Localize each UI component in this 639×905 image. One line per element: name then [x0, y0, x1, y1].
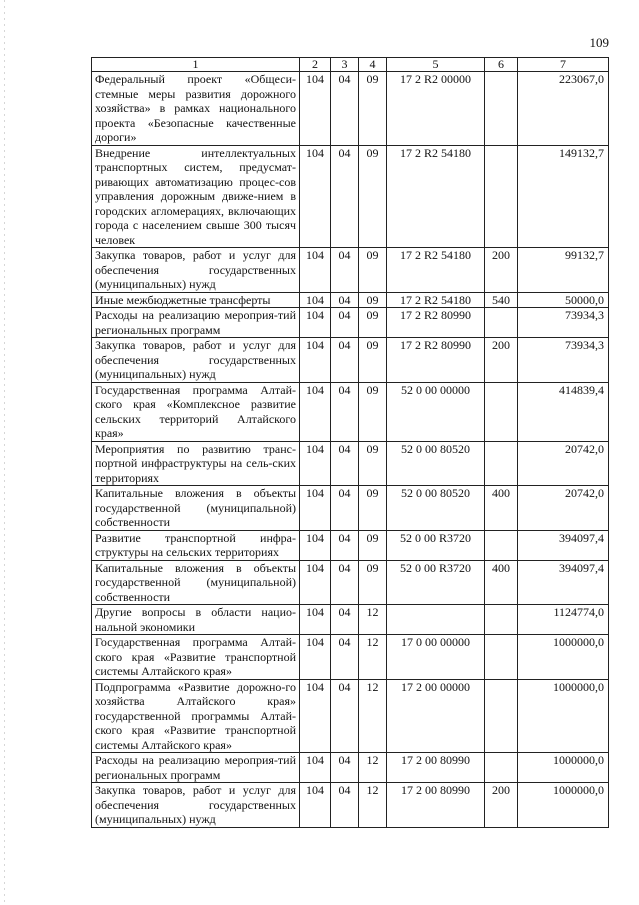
row-code-section: 04: [331, 753, 359, 783]
row-code-subsection: 09: [359, 292, 387, 308]
row-code-section: 04: [331, 382, 359, 441]
row-code-target: 17 2 R2 54180: [387, 145, 485, 248]
row-code-expense-type: [485, 72, 518, 146]
row-code-section: 04: [331, 635, 359, 680]
column-header-5: 5: [387, 58, 485, 72]
row-code-ministry: 104: [300, 382, 331, 441]
row-amount: 394097,4: [518, 530, 609, 560]
row-code-target: 17 2 00 80990: [387, 783, 485, 828]
row-amount: 73934,3: [518, 308, 609, 338]
row-amount: 99132,7: [518, 248, 609, 293]
row-code-subsection: 12: [359, 635, 387, 680]
table-row: [92, 783, 609, 828]
row-code-expense-type: 200: [485, 338, 518, 383]
row-code-ministry: 104: [300, 441, 331, 486]
row-description: Закупка товаров, работ и услуг для обеспечения государственных (муниципальных) нужд: [92, 248, 300, 293]
table-row: [92, 605, 609, 635]
row-code-subsection: 09: [359, 441, 387, 486]
row-code-expense-type: [485, 605, 518, 635]
row-description: Подпрограмма «Развитие дорожно-го хозяйства Алтайского края» государственной программы Алтай-ского края «Развитие транспортной системы Алтайского края»: [92, 679, 300, 753]
row-code-ministry: 104: [300, 530, 331, 560]
row-code-ministry: 104: [300, 292, 331, 308]
row-description: Государственная программа Алтай-ского края «Комплексное развитие сельских территорий Алтайского края»: [92, 382, 300, 441]
row-amount: 223067,0: [518, 72, 609, 146]
header-row: [92, 58, 609, 72]
table-row: [92, 560, 609, 605]
row-code-subsection: 09: [359, 382, 387, 441]
row-code-ministry: 104: [300, 679, 331, 753]
row-description: Расходы на реализацию мероприя-тий региональных программ: [92, 308, 300, 338]
column-header-2: 2: [300, 58, 331, 72]
row-code-ministry: 104: [300, 338, 331, 383]
row-code-subsection: 09: [359, 72, 387, 146]
row-amount: 20742,0: [518, 441, 609, 486]
row-description: Развитие транспортной инфра-структуры на сельских территориях: [92, 530, 300, 560]
row-description: Мероприятия по развитию транс-портной инфраструктуры на сель-ских территориях: [92, 441, 300, 486]
row-amount: 1124774,0: [518, 605, 609, 635]
row-code-target: [387, 605, 485, 635]
row-description: Государственная программа Алтай-ского края «Развитие транспортной системы Алтайского края»: [92, 635, 300, 680]
row-amount: 20742,0: [518, 486, 609, 531]
row-code-expense-type: [485, 679, 518, 753]
row-code-section: 04: [331, 72, 359, 146]
budget-table: [91, 57, 609, 828]
row-code-target: 17 2 00 80990: [387, 753, 485, 783]
row-code-subsection: 09: [359, 338, 387, 383]
row-code-expense-type: [485, 145, 518, 248]
row-code-target: 17 2 R2 80990: [387, 308, 485, 338]
row-code-ministry: 104: [300, 72, 331, 146]
table-row: [92, 441, 609, 486]
row-description: Другие вопросы в области нацио-нальной экономики: [92, 605, 300, 635]
table-row: [92, 486, 609, 531]
column-header-4: 4: [359, 58, 387, 72]
row-description: Внедрение интеллектуальных транспортных систем, предусмат-ривающих автоматизацию процес-сов управления дорожным движе-нием в городских агломерациях, включающих города с населением свыше 300 тысяч человек: [92, 145, 300, 248]
row-code-subsection: 12: [359, 753, 387, 783]
row-code-target: 52 0 00 80520: [387, 441, 485, 486]
row-amount: 149132,7: [518, 145, 609, 248]
table-row: [92, 308, 609, 338]
table-row: [92, 635, 609, 680]
column-header-7: 7: [518, 58, 609, 72]
column-header-1: 1: [92, 58, 300, 72]
row-code-expense-type: [485, 308, 518, 338]
column-header-3: 3: [331, 58, 359, 72]
table-row: [92, 292, 609, 308]
row-code-section: 04: [331, 338, 359, 383]
row-code-section: 04: [331, 308, 359, 338]
table-row: [92, 72, 609, 146]
table-row: [92, 530, 609, 560]
row-code-section: 04: [331, 145, 359, 248]
row-code-ministry: 104: [300, 753, 331, 783]
row-amount: 1000000,0: [518, 679, 609, 753]
table-row: [92, 338, 609, 383]
row-amount: 1000000,0: [518, 635, 609, 680]
row-code-subsection: 12: [359, 783, 387, 828]
row-code-ministry: 104: [300, 248, 331, 293]
row-code-target: 52 0 00 00000: [387, 382, 485, 441]
row-description: Закупка товаров, работ и услуг для обеспечения государственных (муниципальных) нужд: [92, 783, 300, 828]
row-description: Капитальные вложения в объекты государственной (муниципальной) собственности: [92, 560, 300, 605]
row-amount: 394097,4: [518, 560, 609, 605]
row-code-target: 52 0 00 80520: [387, 486, 485, 531]
row-code-section: 04: [331, 605, 359, 635]
row-code-ministry: 104: [300, 145, 331, 248]
row-code-target: 52 0 00 R3720: [387, 530, 485, 560]
row-description: Расходы на реализацию мероприя-тий региональных программ: [92, 753, 300, 783]
row-amount: 1000000,0: [518, 783, 609, 828]
row-code-subsection: 09: [359, 248, 387, 293]
row-code-ministry: 104: [300, 308, 331, 338]
row-code-ministry: 104: [300, 560, 331, 605]
row-amount: 414839,4: [518, 382, 609, 441]
table-row: [92, 753, 609, 783]
table-body: [92, 72, 609, 828]
row-code-section: 04: [331, 560, 359, 605]
scan-edge-mark: [4, 0, 5, 905]
row-code-target: 17 2 R2 00000: [387, 72, 485, 146]
row-code-ministry: 104: [300, 605, 331, 635]
table-row: [92, 382, 609, 441]
row-code-ministry: 104: [300, 783, 331, 828]
row-description: Капитальные вложения в объекты государственной (муниципальной) собственности: [92, 486, 300, 531]
row-code-target: 17 2 R2 80990: [387, 338, 485, 383]
row-description: Закупка товаров, работ и услуг для обеспечения государственных (муниципальных) нужд: [92, 338, 300, 383]
row-code-expense-type: [485, 530, 518, 560]
table-row: [92, 145, 609, 248]
table-row: [92, 248, 609, 293]
row-code-expense-type: [485, 382, 518, 441]
row-code-subsection: 12: [359, 605, 387, 635]
row-code-expense-type: [485, 635, 518, 680]
row-code-subsection: 09: [359, 308, 387, 338]
row-amount: 73934,3: [518, 338, 609, 383]
row-code-expense-type: 200: [485, 783, 518, 828]
row-code-subsection: 12: [359, 679, 387, 753]
row-code-subsection: 09: [359, 530, 387, 560]
row-code-section: 04: [331, 292, 359, 308]
row-amount: 50000,0: [518, 292, 609, 308]
row-code-section: 04: [331, 441, 359, 486]
row-code-target: 17 2 R2 54180: [387, 292, 485, 308]
row-code-section: 04: [331, 248, 359, 293]
column-header-6: 6: [485, 58, 518, 72]
row-code-expense-type: [485, 441, 518, 486]
page-number: 109: [589, 35, 609, 50]
row-code-ministry: 104: [300, 635, 331, 680]
row-code-target: 17 2 00 00000: [387, 679, 485, 753]
row-code-section: 04: [331, 679, 359, 753]
row-description: Иные межбюджетные трансферты: [92, 292, 300, 308]
row-code-section: 04: [331, 486, 359, 531]
row-code-target: 17 0 00 00000: [387, 635, 485, 680]
row-code-subsection: 09: [359, 560, 387, 605]
row-code-expense-type: 400: [485, 486, 518, 531]
row-code-subsection: 09: [359, 486, 387, 531]
row-amount: 1000000,0: [518, 753, 609, 783]
table-row: [92, 679, 609, 753]
row-code-expense-type: 200: [485, 248, 518, 293]
row-code-subsection: 09: [359, 145, 387, 248]
row-code-ministry: 104: [300, 486, 331, 531]
row-code-expense-type: [485, 753, 518, 783]
row-code-section: 04: [331, 783, 359, 828]
row-code-target: 17 2 R2 54180: [387, 248, 485, 293]
row-description: Федеральный проект «Общеси-стемные меры развития дорожного хозяйства» в рамках национального проекта «Безопасные качественные дороги»: [92, 72, 300, 146]
row-code-section: 04: [331, 530, 359, 560]
row-code-expense-type: 540: [485, 292, 518, 308]
row-code-expense-type: 400: [485, 560, 518, 605]
row-code-target: 52 0 00 R3720: [387, 560, 485, 605]
